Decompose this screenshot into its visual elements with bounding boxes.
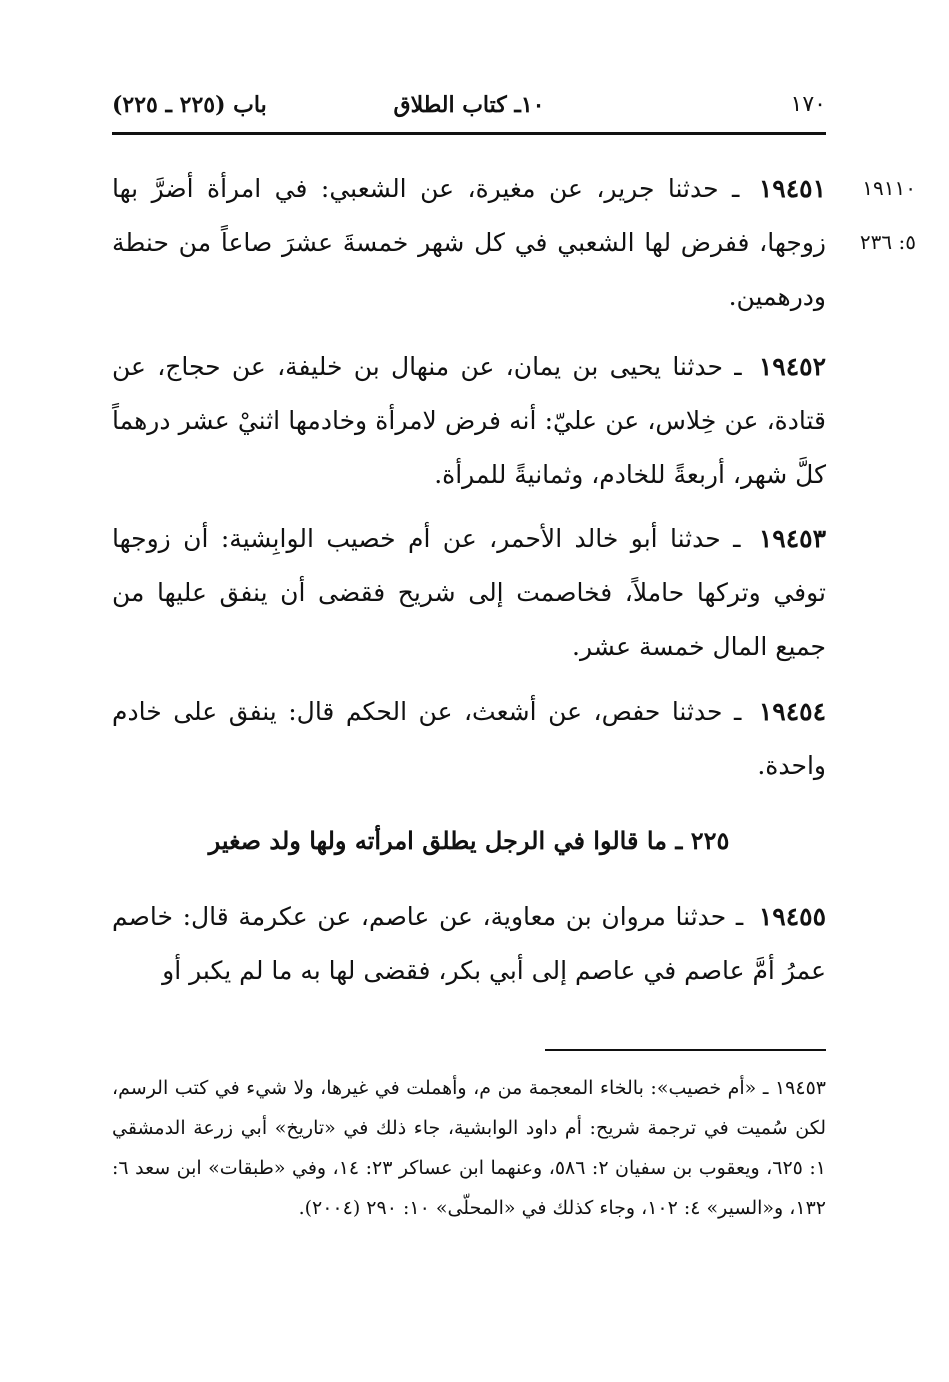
hadith-paragraph — [112, 162, 826, 324]
section-range: باب (٢٢٥ ـ ٢٢٥) — [112, 92, 267, 118]
hadith-number: ١٩٤٥٥ — [758, 902, 826, 931]
margin-reference: ٥: ٢٣٦ — [859, 230, 916, 254]
hadith-text: ـ حدثنا جرير، عن مغيرة، عن الشعبي: في امرأة أضرَّ بها زوجها، ففرض لها الشعبي في كل شهر خمسةَ عشرَ صاعاً من حنطة ودرهمين. — [112, 174, 826, 311]
hadith-paragraph — [112, 685, 826, 793]
hadith-text: ـ حدثنا مروان بن معاوية، عن عاصم، عن عكرمة قال: خاصم عمرُ أمَّ عاصم في عاصم إلى أبي بكر، فقضى لها به ما لم يكبر أو — [112, 902, 826, 985]
header-divider — [112, 132, 826, 135]
page-number: ١٧٠ — [790, 92, 826, 117]
hadith-text: ـ حدثنا أبو خالد الأحمر، عن أم خصيب الوابِشية: أن زوجها توفي وتركها حاملاً، فخاصمت إلى شريح فقضى أن ينفق عليها من جميع المال خمسة عشر. — [112, 524, 826, 661]
hadith-paragraph — [112, 340, 826, 502]
running-header — [112, 92, 826, 130]
margin-reference: ١٩١١٠ — [862, 176, 916, 200]
hadith-number: ١٩٤٥٣ — [758, 524, 826, 553]
hadith-number: ١٩٤٥٢ — [758, 352, 826, 381]
hadith-paragraph — [112, 890, 826, 998]
section-heading: ٢٢٥ ـ ما قالوا في الرجل يطلق امرأته ولها ولد صغير — [208, 826, 730, 855]
footnote: ١٩٤٥٣ ـ «أم خصيب»: بالخاء المعجمة من م، وأهملت في غيرها، ولا شيء في كتب الرسم، لكن سُميت في ترجمة شريح: أم داود الوابشية، جاء ذلك في «تاريخ» أبي زرعة الدمشقي ١: ٦٢٥، ويعقوب بن سفيان ٢: ٥٨٦، وعنهما ابن عساكر ٢٣: ١٤، وفي «طبقات» ابن سعد ٦: ١٣٢، و«السير» ٤: ١٠٢، وجاء كذلك في «المحلّى» ١٠: ٢٩٠ (٢٠٠٤). — [112, 1077, 826, 1219]
hadith-text: ـ حدثنا يحيى بن يمان، عن منهال بن خليفة، عن حجاج، عن قتادة، عن خِلاس، عن عليّ: أنه فرض لامرأة وخادمها اثنيْ عشر درهماً كلَّ شهر، أربعةً للخادم، وثمانيةً للمرأة. — [112, 352, 826, 489]
hadith-paragraph — [112, 512, 826, 674]
chapter-title: ١٠ـ كتاب الطلاق — [393, 92, 545, 118]
footnote-divider — [545, 1049, 826, 1051]
hadith-text: ـ حدثنا حفص، عن أشعث، عن الحكم قال: ينفق على خادم واحدة. — [112, 697, 826, 780]
hadith-number: ١٩٤٥١ — [758, 174, 826, 203]
hadith-number: ١٩٤٥٤ — [758, 697, 827, 726]
